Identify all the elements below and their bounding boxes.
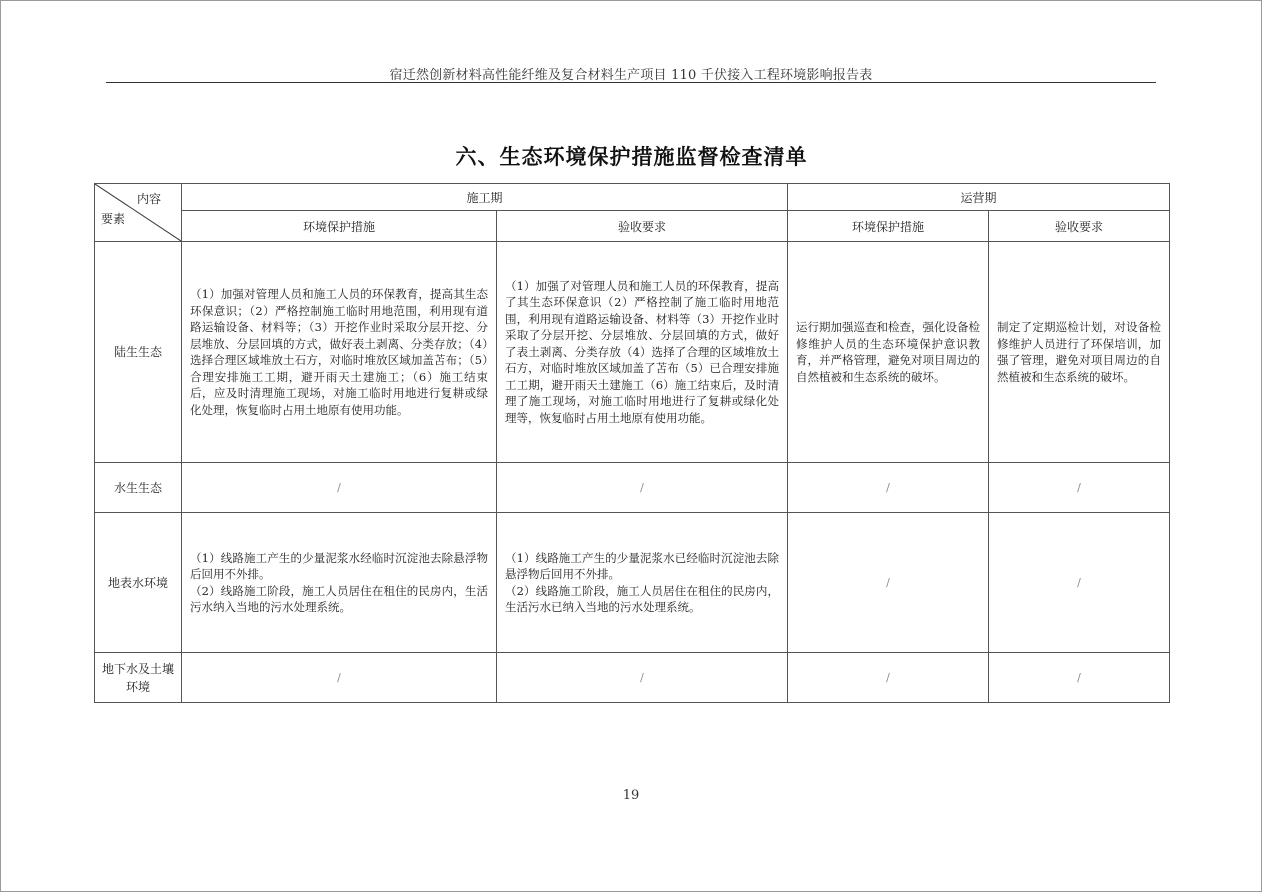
row-label-groundwater-soil: 地下水及土壤环境 (95, 653, 182, 703)
table-row (95, 653, 1170, 703)
row-label-surface-water: 地表水环境 (95, 513, 182, 653)
table-cell: / (788, 513, 989, 653)
page-number: 19 (622, 788, 640, 803)
table-cell: / (788, 463, 989, 513)
construction-period-header: 施工期 (182, 184, 788, 211)
table-cell: / (182, 653, 497, 703)
corner-element-label: 要素 (101, 212, 126, 226)
table-cell: （1）加强对管理人员和施工人员的环保教育，提高其生态环保意识；（2）严格控制施工临时用地范围，利用现有道路运输设备、材料等；（3）开挖作业时采取分层开挖、分层堆放、分层回填的方式，做好表土剥离、分类存放；（4）选择合理区域堆放土石方，对临时堆放区域加盖苫布；（5）合理安排施工工期，避开雨天土建施工；（6）施工结束后，应及时清理施工现场，对施工临时用地进行复耕或绿化处理，恢复临时占用土地原有使用功能。 (182, 242, 497, 463)
operation-acceptance-header: 验收要求 (989, 211, 1170, 242)
table-row (95, 513, 1170, 653)
table-cell: （1）线路施工产生的少量泥浆水经临时沉淀池去除悬浮物后回用不外排。 （2）线路施工阶段，施工人员居住在租住的民房内，生活污水纳入当地的污水处理系统。 (182, 513, 497, 653)
row-label-terrestrial-ecology: 陆生生态 (95, 242, 182, 463)
table-cell: / (182, 463, 497, 513)
section-title: 六、生态环境保护措施监督检查清单 (455, 145, 808, 169)
construction-acceptance-header: 验收要求 (497, 211, 788, 242)
running-header: 宿迁然创新材料高性能纤维及复合材料生产项目 110 千伏接入工程环境影响报告表 (389, 68, 873, 83)
header-rule (106, 82, 1156, 83)
table-cell: （1）加强了对管理人员和施工人员的环保教育，提高了其生态环保意识（2）严格控制了施工临时用地范围，利用现有道路运输设备、材料等（3）开挖作业时采取了分层开挖、分层堆放、分层回填的方式，做好了表土剥离、分类存放（4）选择了合理的区域堆放土石方，对临时堆放区域加盖了苫布（5）已合理安排施工工期，避开雨天土建施工（6）施工结束后，及时清理了施工现场，对施工临时用地进行了复耕或绿化处理等，恢复临时占用土地原有使用功能。 (497, 242, 788, 463)
table-cell: 制定了定期巡检计划，对设备检修维护人员进行了环保培训，加强了管理，避免对项目周边的自然植被和生态系统的破坏。 (989, 242, 1170, 463)
construction-measures-header: 环境保护措施 (182, 211, 497, 242)
table-row (95, 463, 1170, 513)
corner-header-cell (95, 184, 182, 242)
table-cell: / (989, 463, 1170, 513)
table-cell: / (497, 463, 788, 513)
operation-measures-header: 环境保护措施 (788, 211, 989, 242)
operation-period-header: 运营期 (788, 184, 1170, 211)
table-cell: / (989, 653, 1170, 703)
checklist-table (94, 183, 1170, 703)
table-cell: / (788, 653, 989, 703)
row-label-aquatic-ecology: 水生生态 (95, 463, 182, 513)
table-cell: / (989, 513, 1170, 653)
table-row (95, 242, 1170, 463)
table-cell: （1）线路施工产生的少量泥浆水已经临时沉淀池去除悬浮物后回用不外排。 （2）线路施工阶段，施工人员居住在租住的民房内，生活污水已纳入当地的污水处理系统。 (497, 513, 788, 653)
table-cell: / (497, 653, 788, 703)
table-cell: 运行期加强巡查和检查，强化设备检修维护人员的生态环境保护意识教育，并严格管理，避免对项目周边的自然植被和生态系统的破坏。 (788, 242, 989, 463)
corner-content-label: 内容 (136, 192, 161, 206)
